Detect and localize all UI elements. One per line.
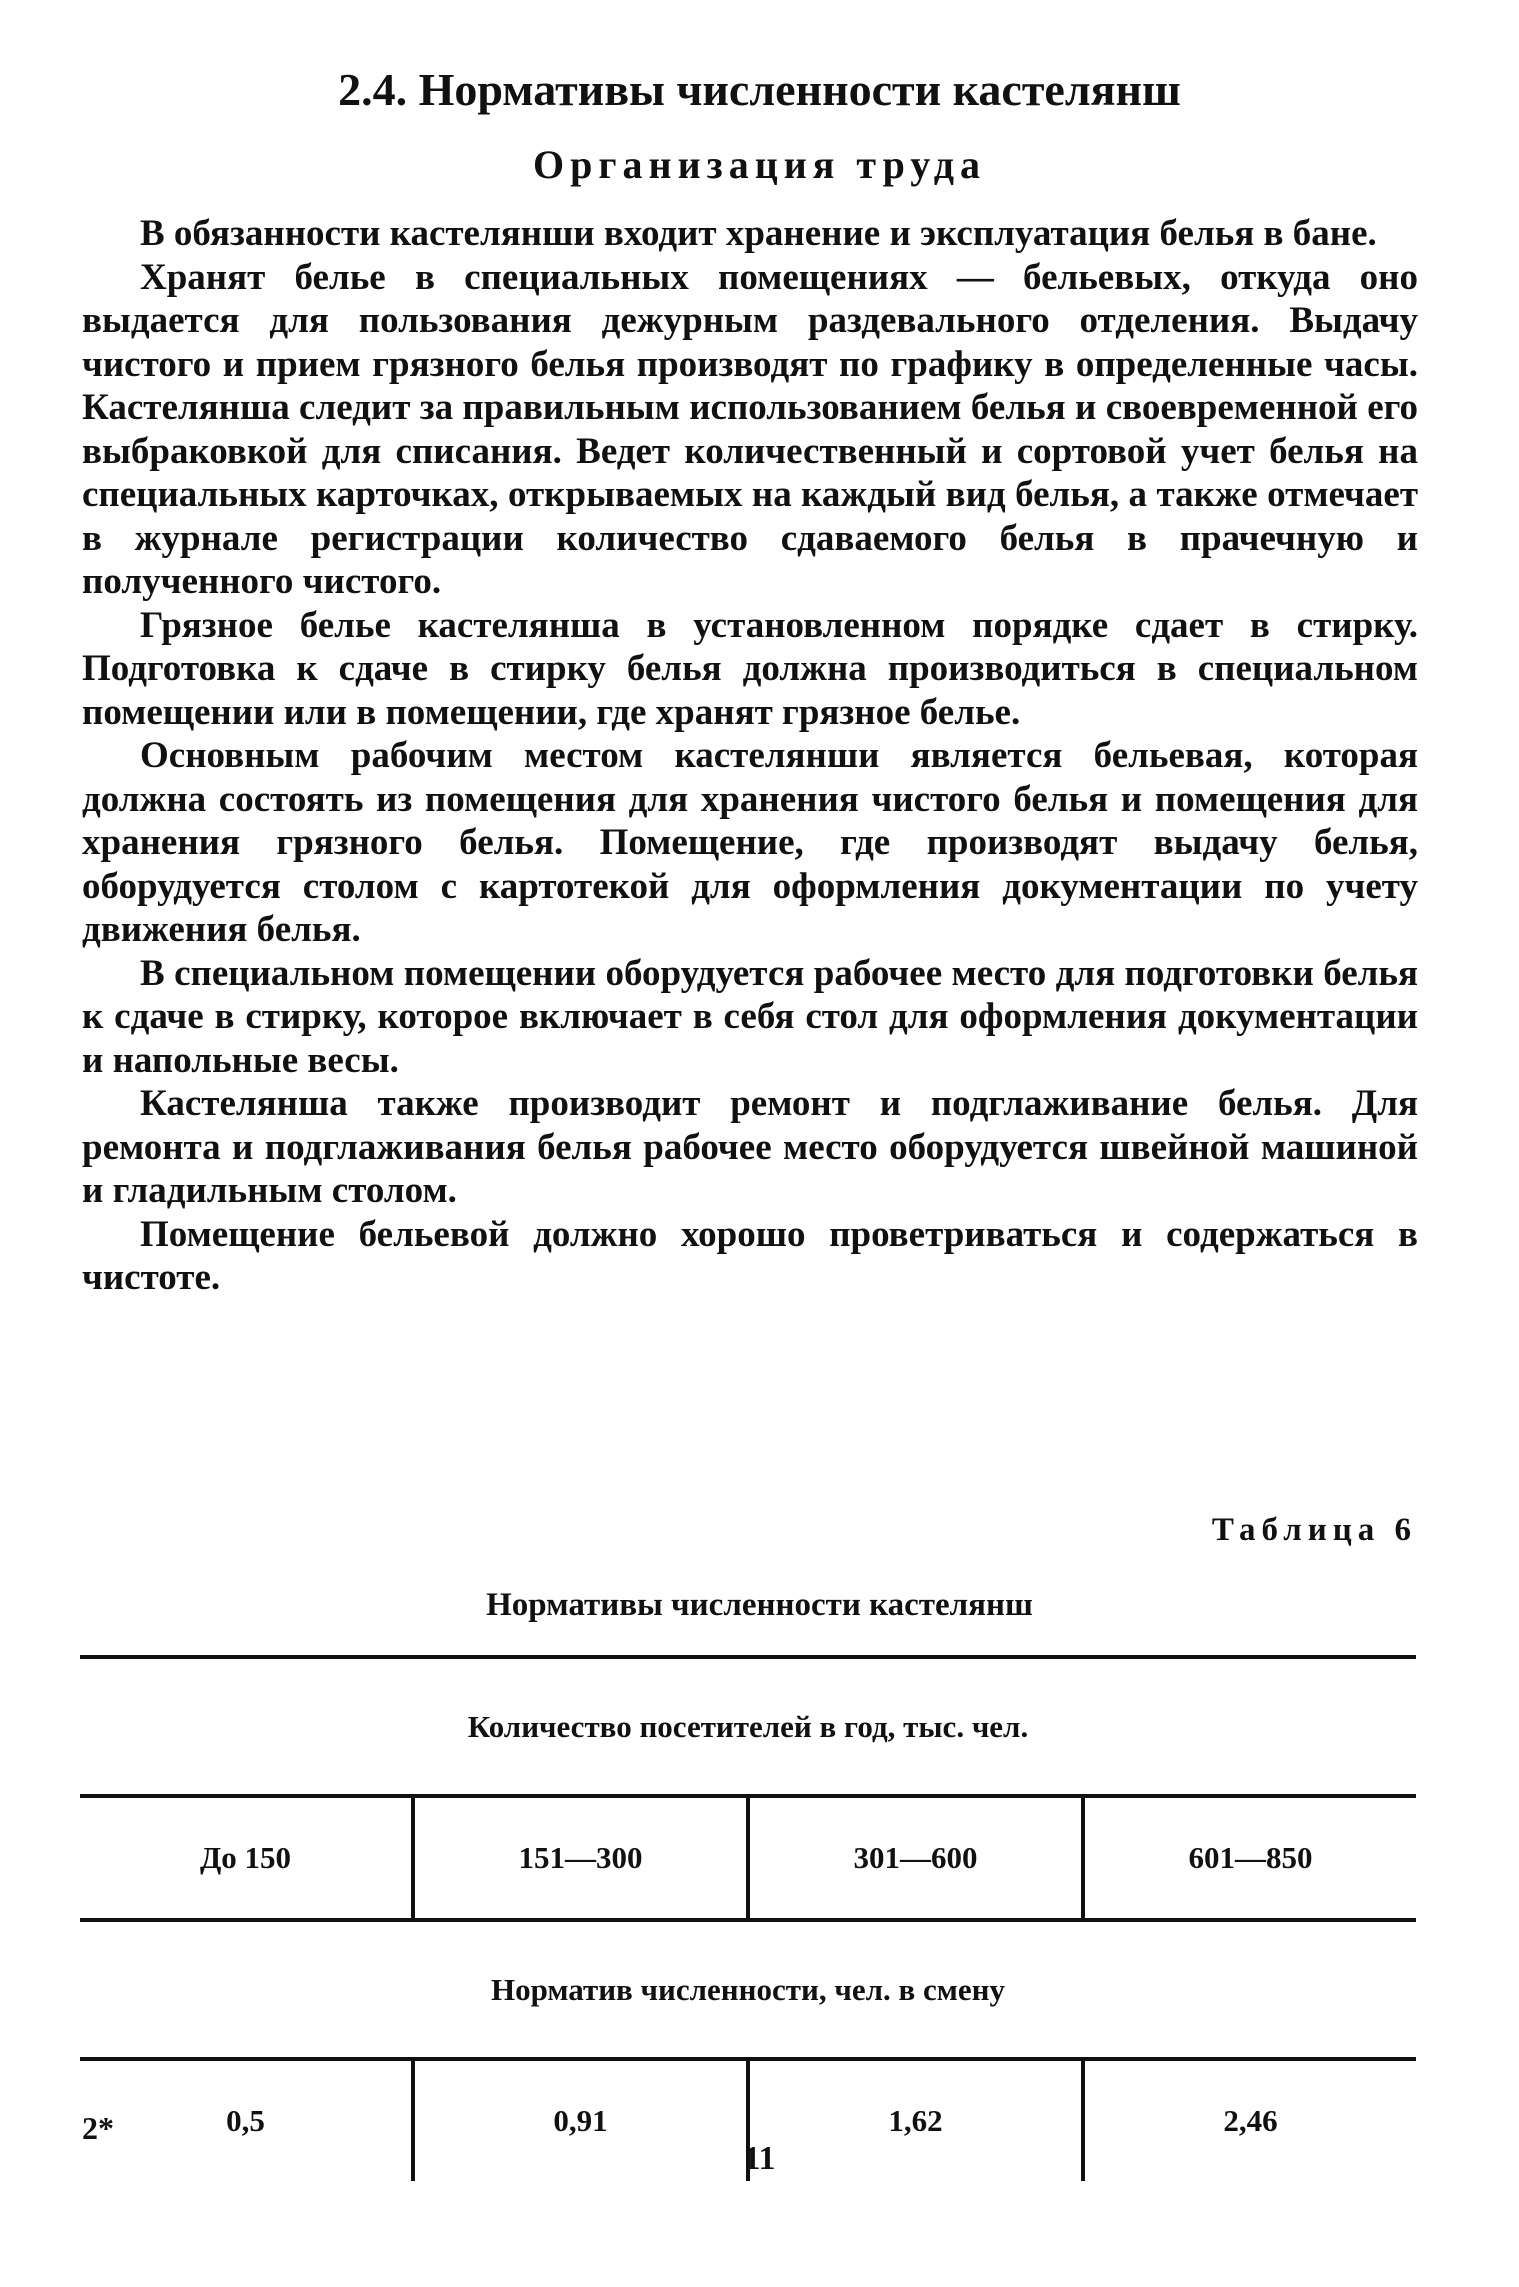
table-label: Таблица 6 <box>1211 1512 1417 1548</box>
paragraph: Кастелянша также производит ремонт и подглаживание белья. Для ремонта и подглаживания белья рабочее место оборудуется швейной машиной и гладильным столом. <box>82 1083 1418 1211</box>
paragraph: Грязное белье кастелянша в установленном порядке сдает в стирку. Подготовка к сдаче в стирку белья должна производиться в специальном помещении или в помещении, где хранят грязное белье. <box>82 604 1418 733</box>
table-caption: Нормативы численности кастелянш <box>486 1587 1033 1623</box>
subsection-title: Организация труда <box>533 142 986 187</box>
table-cell-range: До 150 <box>80 1798 415 1918</box>
table-row-ranges <box>80 1798 1416 1918</box>
table-cell-value: 0,91 <box>415 2061 750 2181</box>
table-header-norm: Норматив численности, чел. в смену <box>490 1971 1005 2007</box>
norms-table <box>80 1655 1416 2181</box>
paragraph: В обязанности кастелянши входит хранение и эксплуатация белья в бане. <box>140 213 1377 254</box>
paragraph: В специальном помещении оборудуется рабочее место для подготовки белья к сдаче в стирку, которое включает в себя стол для оформления документации и напольные весы. <box>82 952 1418 1081</box>
body-text <box>82 212 1418 1300</box>
page-number: 11 <box>743 2140 776 2177</box>
table-cell-range: 601—850 <box>1188 1840 1313 1875</box>
paragraph: Основным рабочим местом кастелянши является бельевая, которая должна состоять из помещения для хранения чистого белья и помещения для хранения грязного белья. Помещение, где производят выдачу белья, оборудуется столом с картотекой для оформления документации по учету движения белья. <box>82 735 1418 950</box>
table-cell-value: 1,62 <box>750 2061 1085 2181</box>
printer-signature: 2* <box>82 2110 114 2146</box>
paragraph: Хранят белье в специальных помещениях — бельевых, откуда оно выдается для пользования дежурным раздевального отделения. Выдачу чистого и прием грязного белья производят по графику в определенные часы. Кастелянша следит за правильным использованием белья и своевременной его выбраковкой для списания. Ведет количественный и сортовой учет белья на специальных карточках, открываемых на каждый вид белья, а также отмечает в журнале регистрации количество сдаваемого белья в прачечную и полученного чистого. <box>82 256 1418 602</box>
table-cell-range: 301—600 <box>750 1798 1085 1918</box>
table-header-visitors: Количество посетителей в год, тыс. чел. <box>467 1708 1029 1744</box>
table-cell-value: 2,46 <box>1223 2103 1278 2138</box>
paragraph: Помещение бельевой должно хорошо проветриваться и содержаться в чистоте. <box>82 1213 1418 1298</box>
table-cell-range: 151—300 <box>415 1798 750 1918</box>
section-title: 2.4. Нормативы численности кастелянш <box>338 64 1181 115</box>
table-cell-value: 0,5 <box>80 2061 415 2181</box>
